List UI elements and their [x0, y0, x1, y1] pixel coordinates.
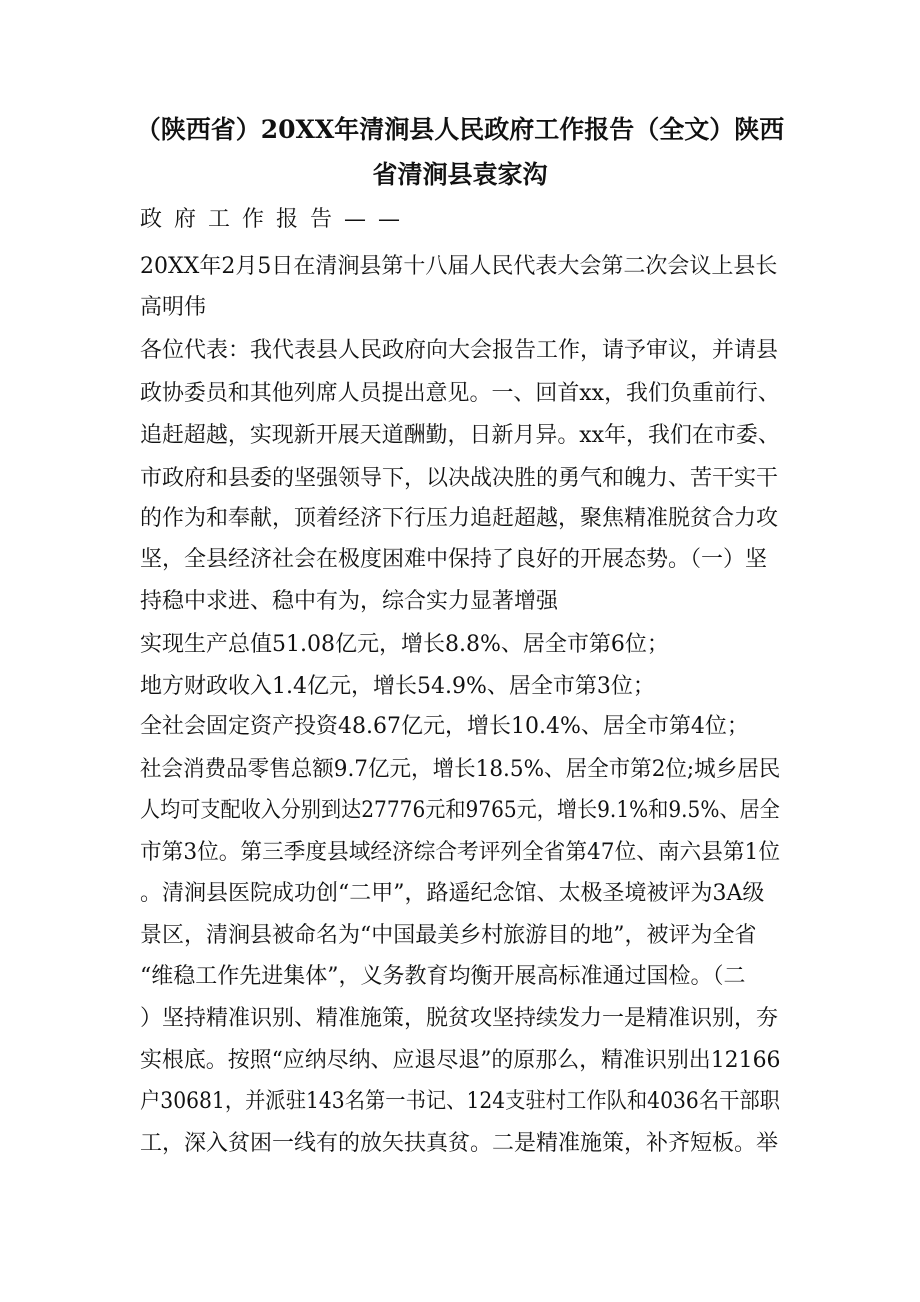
body-line: “维稳工作先进集体”，义务教育均衡开展高标准通过国检。（二 — [140, 964, 746, 989]
body-line: 工，深入贫困一线有的放矢扶真贫。二是精准施策，补齐短板。举 — [140, 1131, 779, 1156]
body-line: 20XX年2月5日在清涧县第十八届人民代表大会第二次会议上县长 — [140, 254, 778, 279]
body-line: 追赶超越，实现新开展天道酬勤，日新月异。xx年，我们在市委、 — [140, 423, 780, 448]
body-line: 全社会固定资产投资48.67亿元，增长10.4%、居全市第4位； — [140, 714, 749, 739]
body-line: 坚，全县经济社会在极度困难中保持了良好的开展态势。（一）坚 — [140, 547, 768, 572]
body-line: 。清涧县医院成功创“二甲”，路遥纪念馆、太极圣境被评为3A级 — [140, 881, 765, 906]
document-title-line-2: 省清涧县袁家沟 — [372, 160, 548, 189]
section-heading: 政府工作报告—— — [140, 207, 413, 232]
body-line: 实根底。按照“应纳尽纳、应退尽退”的原那么，精准识别出12166 — [140, 1048, 781, 1073]
body-line: 地方财政收入1.4亿元，增长54.9%、居全市第3位； — [140, 674, 655, 699]
body-line: 持稳中求进、稳中有为，综合实力显著增强 — [140, 589, 559, 614]
body-line: 社会消费品零售总额9.7亿元，增长18.5%、居全市第2位;城乡居民 — [140, 757, 781, 782]
body-line: 实现生产总值51.08亿元，增长8.8%、居全市第6位； — [140, 632, 669, 657]
body-line: 人均可支配收入分别到达27776元和9765元，增长9.1%和9.5%、居全 — [140, 798, 780, 823]
body-line: 政协委员和其他列席人员提出意见。一、回首xx，我们负重前行、 — [140, 381, 780, 406]
body-line: 景区，清涧县被命名为“中国最美乡村旅游目的地”，被评为全省 — [140, 923, 757, 948]
body-line: 户30681，并派驻143名第一书记、124支驻村工作队和4036名干部职 — [140, 1089, 780, 1114]
body-line: 各位代表：我代表县人民政府向大会报告工作，请予审议，并请县 — [140, 338, 779, 363]
body-line: ）坚持精准识别、精准施策，脱贫攻坚持续发力一是精准识别，夯 — [140, 1006, 779, 1031]
body-line: 高明伟 — [140, 295, 207, 320]
body-line: 的作为和奉献，顶着经济下行压力追赶超越，聚焦精准脱贫合力攻 — [140, 506, 779, 531]
body-line: 市第3位。第三季度县域经济综合考评列全省第47位、南六县第1位 — [140, 840, 780, 865]
document-title-line-1: （陕西省）20XX年清涧县人民政府工作报告（全文）陕西 — [135, 115, 785, 144]
body-line: 市政府和县委的坚强领导下，以决战决胜的勇气和魄力、苦干实干 — [140, 466, 779, 491]
